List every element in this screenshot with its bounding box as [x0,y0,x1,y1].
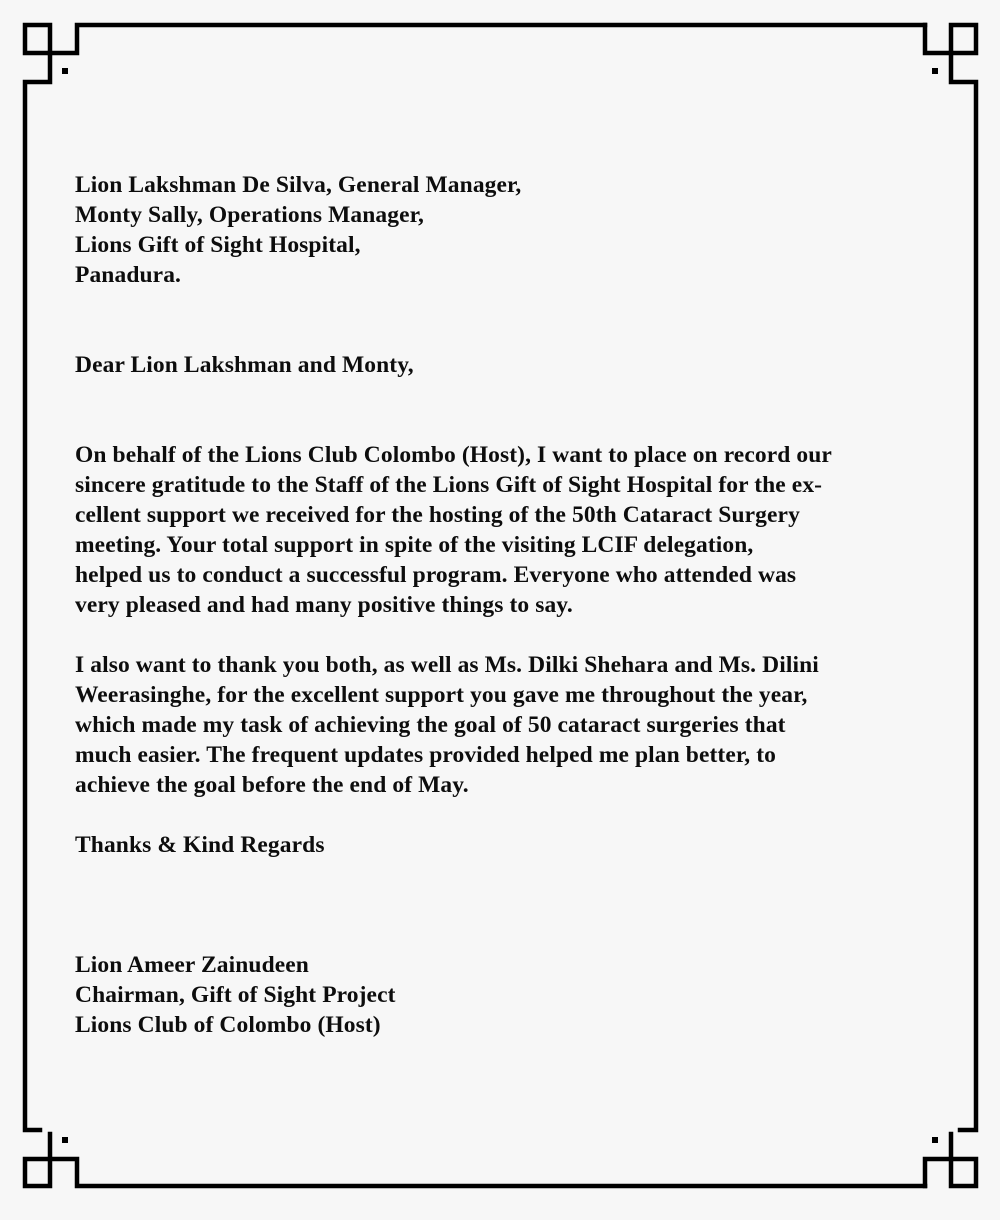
addressee-line: Lions Gift of Sight Hospital, [75,232,361,258]
corner-dot-bottom-right [932,1137,938,1143]
corner-ornament-bottom-left [25,1134,925,1186]
paragraph-line: I also want to thank you both, as well as Ms. Dilki Shehara and Ms. Dilini [75,652,819,678]
salutation-text: Dear Lion Lakshman and Monty, [75,352,414,378]
paragraph-gratitude [75,440,832,620]
addressee-line: Lion Lakshman De Silva, General Manager, [75,172,522,198]
paragraph-line: On behalf of the Lions Club Colombo (Host), I want to place on record our [75,442,832,468]
corner-dot-top-left [62,68,68,74]
corner-ornament-top-right [925,25,976,1130]
addressee-line: Monty Sally, Operations Manager, [75,202,424,228]
signature-block [75,950,396,1040]
paragraph-line: Weerasinghe, for the excellent support you gave me throughout the year, [75,682,808,708]
paragraph-line: cellent support we received for the hosting of the 50th Cataract Surgery [75,502,800,528]
paragraph-line: meeting. Your total support in spite of the visiting LCIF delegation, [75,532,754,558]
paragraph-thanks [75,650,819,800]
closing [75,830,325,860]
signature-name: Lion Ameer Zainudeen [75,952,309,978]
addressee-block [75,170,521,290]
paragraph-line: achieve the goal before the end of May. [75,772,469,798]
paragraph-line: helped us to conduct a successful program. Everyone who attended was [75,562,797,588]
paragraph-line: which made my task of achieving the goal of 50 cataract surgeries that [75,712,786,738]
signature-organization: Lions Club of Colombo (Host) [75,1012,381,1038]
paragraph-line: sincere gratitude to the Staff of the Lions Gift of Sight Hospital for the ex- [75,472,823,498]
paragraph-line: much easier. The frequent updates provided helped me plan better, to [75,742,776,768]
addressee-line: Panadura. [75,262,182,288]
closing-text: Thanks & Kind Regards [75,832,325,858]
paragraph-line: very pleased and had many positive things to say. [75,592,573,618]
corner-dot-top-right [932,68,938,74]
signature-title: Chairman, Gift of Sight Project [75,982,396,1008]
salutation [75,350,414,380]
corner-dot-bottom-left [62,1137,68,1143]
